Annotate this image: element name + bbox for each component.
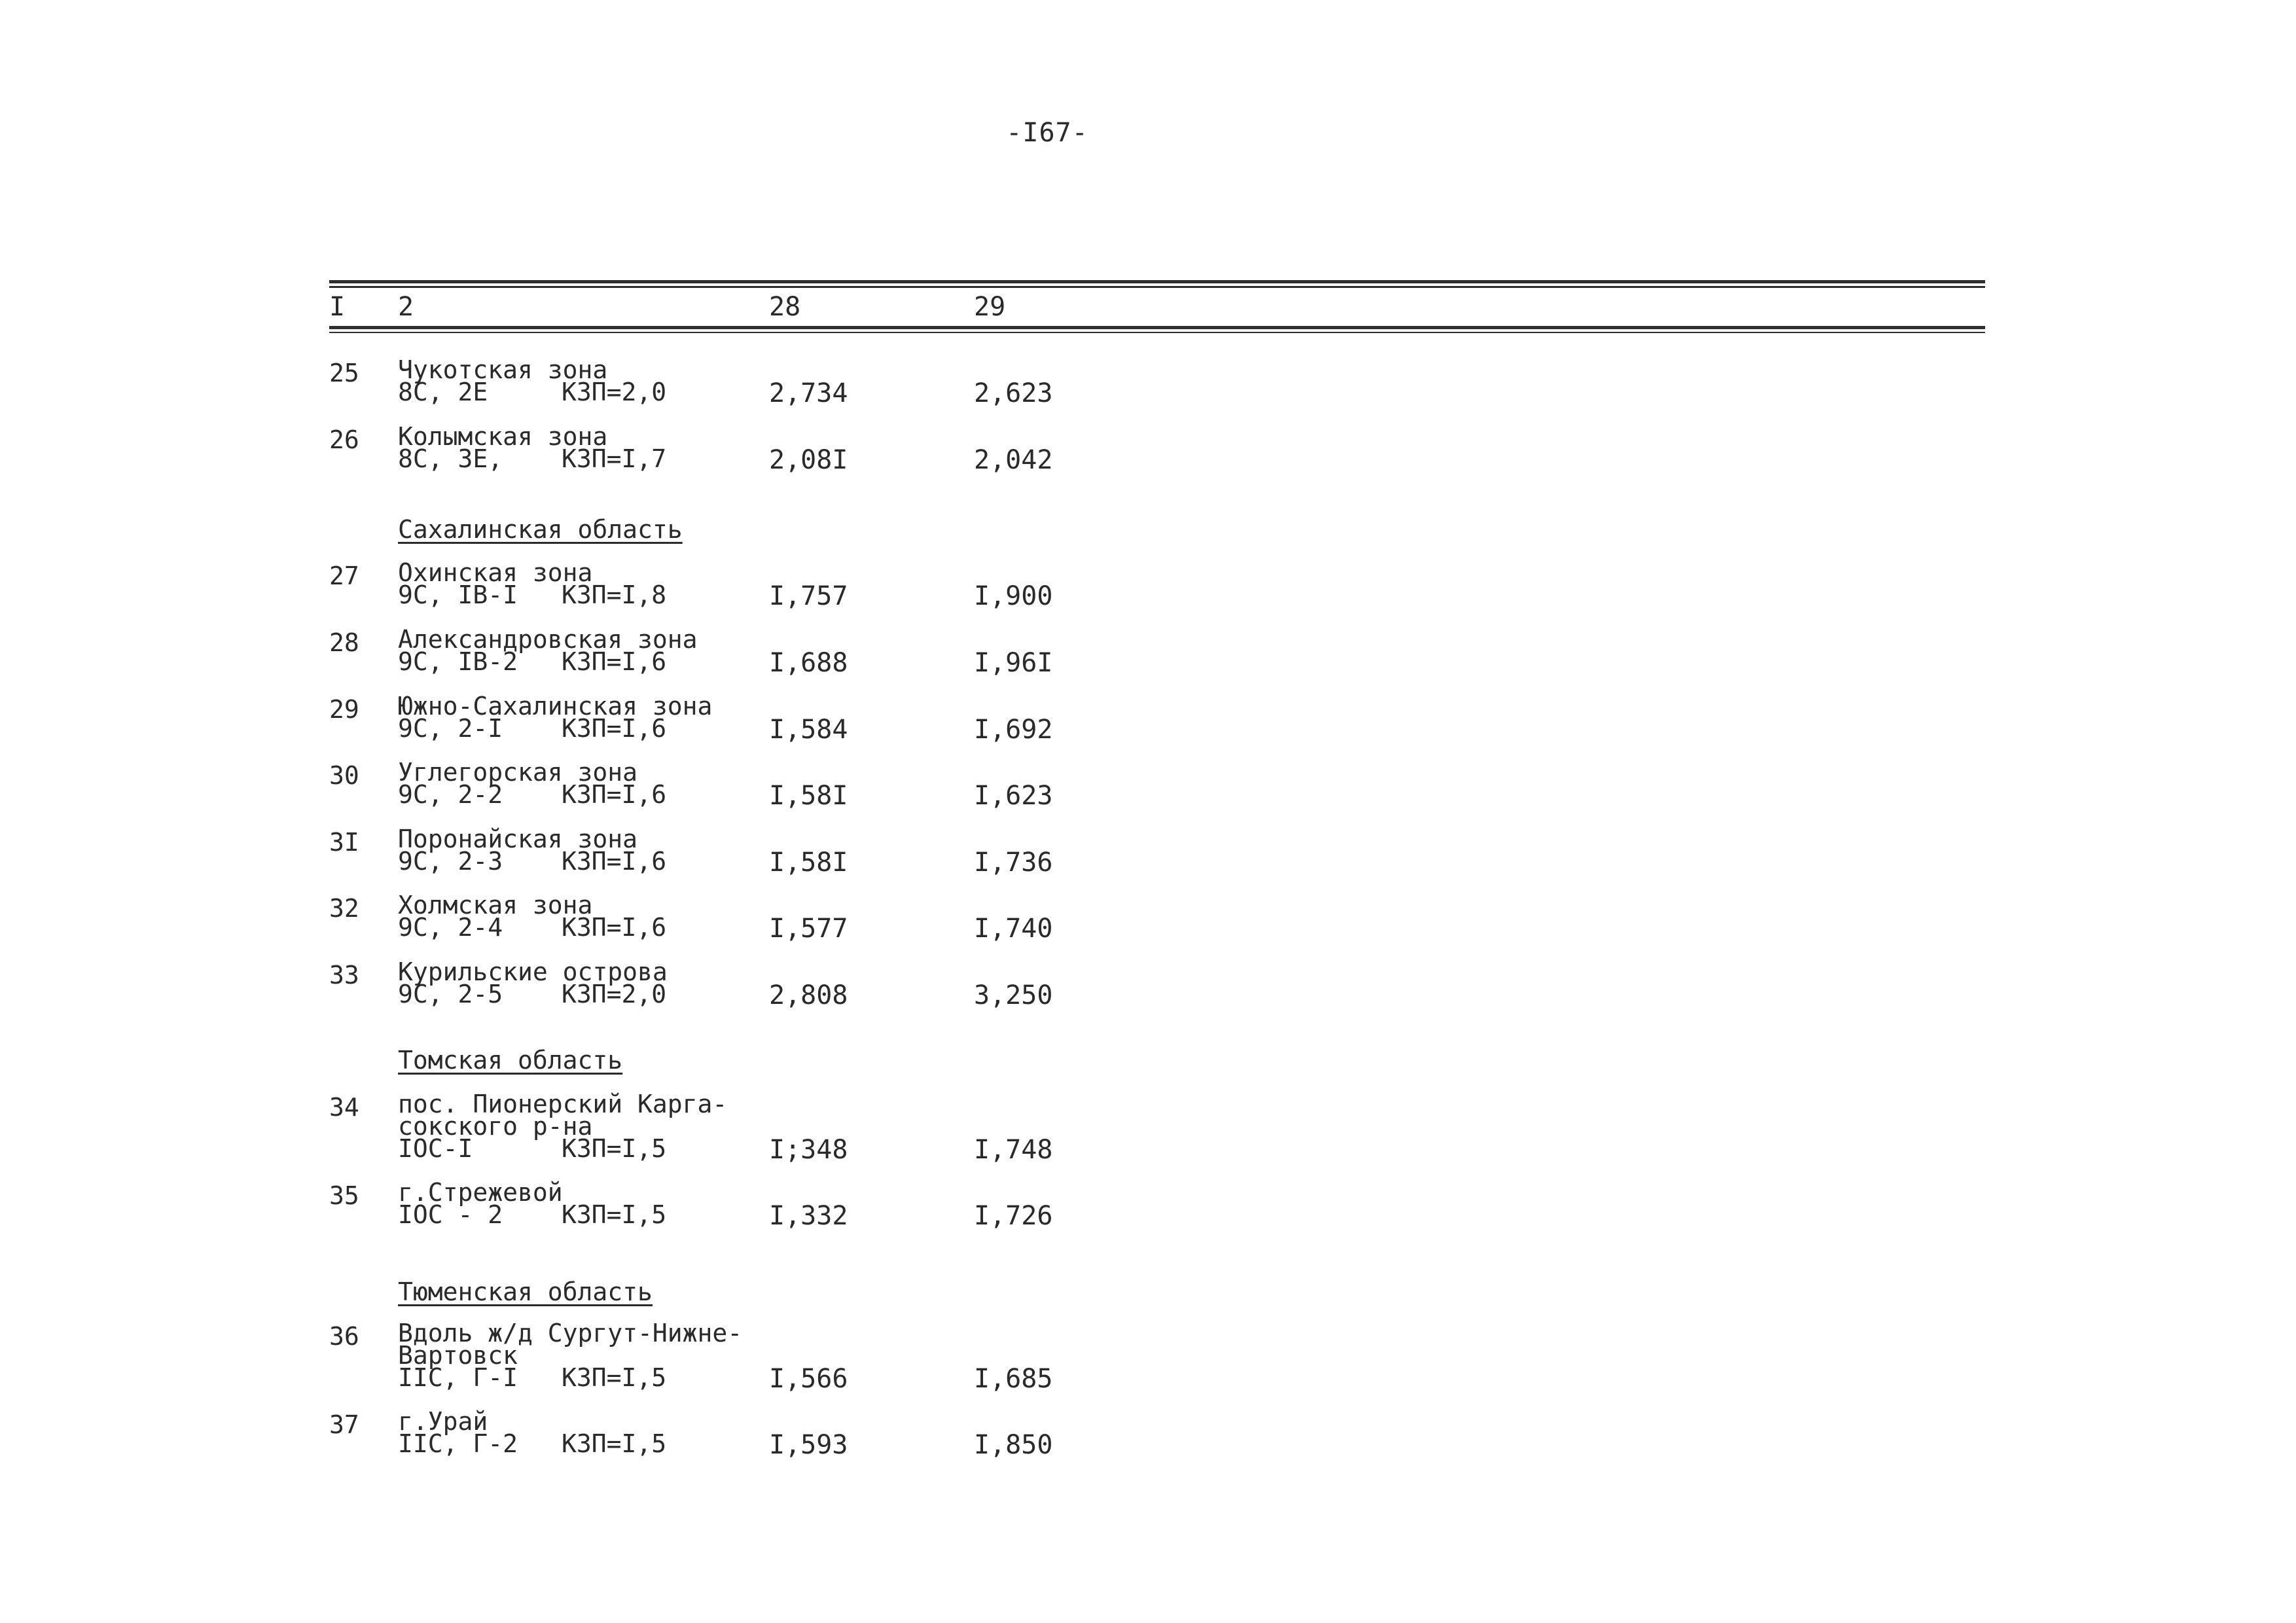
row-number: 36 [329,1322,359,1351]
column-header-2: 2 [398,292,414,322]
zone-name: Охинская зона [398,558,593,587]
zone-name: Александровская зона [398,625,698,654]
zone-code: IОС-I [398,1134,473,1163]
row-description [398,355,667,406]
zone-code: 9С, 2-4 [398,913,503,942]
zone-code: 9С, 2-3 [398,847,503,876]
kzp-value: КЗП=I,5 [562,1134,667,1163]
row-number: 30 [329,761,359,790]
value-col-28: 2,08I [769,445,848,475]
zone-name: Холмская зона [398,891,593,919]
row-number: 35 [329,1181,359,1210]
section-heading-tomsk: Томская область [398,1046,623,1075]
zone-name: Колымская зона [398,422,608,451]
zone-name: Южно-Сахалинская зона [398,692,713,721]
value-col-28: 2,808 [769,980,848,1010]
table-top-rule-thin [329,286,1985,288]
row-number: 3I [329,828,359,857]
row-description [398,422,667,473]
value-col-29: I,850 [974,1430,1053,1460]
row-number: 25 [329,359,359,387]
kzp-value: КЗП=I,6 [562,780,667,809]
row-description [398,891,667,942]
section-heading-tyumen: Тюменская область [398,1277,653,1306]
value-col-28: I,593 [769,1430,848,1460]
kzp-value: КЗП=2,0 [562,980,667,1008]
table-top-rule [329,280,1985,283]
kzp-value: КЗП=I,5 [562,1363,667,1392]
row-number: 28 [329,628,359,657]
zone-code: IОС - 2 [398,1200,503,1229]
header-bottom-rule [329,326,1985,329]
column-header-29: 29 [974,292,1006,322]
page-number: -I67- [1006,118,1088,148]
kzp-value: КЗП=I,7 [562,444,667,473]
zone-name: г.Стрежевой [398,1178,563,1207]
row-number: 33 [329,961,359,990]
row-number: 29 [329,695,359,724]
value-col-29: I,96I [974,648,1053,678]
value-col-29: I,736 [974,847,1053,878]
value-col-29: I,623 [974,781,1053,811]
value-col-29: I,900 [974,581,1053,611]
value-col-28: I,566 [769,1364,848,1394]
kzp-value: КЗП=2,0 [562,378,667,406]
row-description [398,1319,743,1392]
section-heading-sakhalin: Сахалинская область [398,515,683,544]
zone-code: 9С, 2-5 [398,980,503,1008]
kzp-value: КЗП=I,5 [562,1200,667,1229]
zone-name: Чукотская зона [398,355,608,384]
value-col-29: 2,623 [974,378,1053,408]
kzp-value: КЗП=I,8 [562,580,667,609]
kzp-value: КЗП=I,6 [562,714,667,743]
row-description [398,1407,667,1458]
zone-name-continued: сокского р-на [398,1112,593,1141]
row-description [398,1178,667,1229]
row-number: 32 [329,894,359,923]
zone-name: Углегорская зона [398,758,638,787]
value-col-29: I,726 [974,1201,1053,1231]
row-description [398,957,668,1008]
header-bottom-rule-thin [329,332,1985,333]
kzp-value: КЗП=I,6 [562,847,667,876]
value-col-28: I,688 [769,648,848,678]
row-description [398,558,667,609]
row-description [398,625,698,676]
zone-code: IIС, Г-2 [398,1429,518,1458]
zone-code: 8С, 2Е [398,378,488,406]
zone-code: 9С, 2-2 [398,780,503,809]
value-col-28: I,584 [769,715,848,745]
zone-name: Вдоль ж/д Сургут-Нижне- [398,1319,743,1347]
kzp-value: КЗП=I,6 [562,913,667,942]
value-col-28: I;348 [769,1135,848,1165]
row-description [398,825,667,876]
zone-name: Поронайская зона [398,825,638,853]
value-col-29: 2,042 [974,445,1053,475]
row-number: 34 [329,1093,359,1122]
zone-name: г.Урай [398,1407,488,1436]
value-col-28: I,58I [769,781,848,811]
row-description [398,758,667,809]
zone-code: 9С, 2-I [398,714,503,743]
zone-name-continued: Вартовск [398,1341,518,1370]
kzp-value: КЗП=I,6 [562,647,667,676]
row-description [398,692,713,743]
value-col-28: I,577 [769,914,848,944]
kzp-value: КЗП=I,5 [562,1429,667,1458]
value-col-28: I,58I [769,847,848,878]
zone-code: 8С, 3Е, [398,444,503,473]
zone-code: 9С, IВ-I [398,580,518,609]
row-description [398,1090,728,1163]
zone-code: 9С, IВ-2 [398,647,518,676]
column-header-28: 28 [769,292,801,322]
value-col-28: I,332 [769,1201,848,1231]
zone-name: Курильские острова [398,957,668,986]
value-col-28: I,757 [769,581,848,611]
value-col-29: I,740 [974,914,1053,944]
column-header-1: I [329,292,346,322]
zone-code: IIС, Г-I [398,1363,518,1392]
value-col-29: I,748 [974,1135,1053,1165]
zone-name: пос. Пионерский Карга- [398,1090,728,1118]
row-number: 37 [329,1410,359,1439]
value-col-29: I,692 [974,715,1053,745]
row-number: 26 [329,425,359,454]
value-col-29: I,685 [974,1364,1053,1394]
row-number: 27 [329,562,359,590]
value-col-28: 2,734 [769,378,848,408]
value-col-29: 3,250 [974,980,1053,1010]
